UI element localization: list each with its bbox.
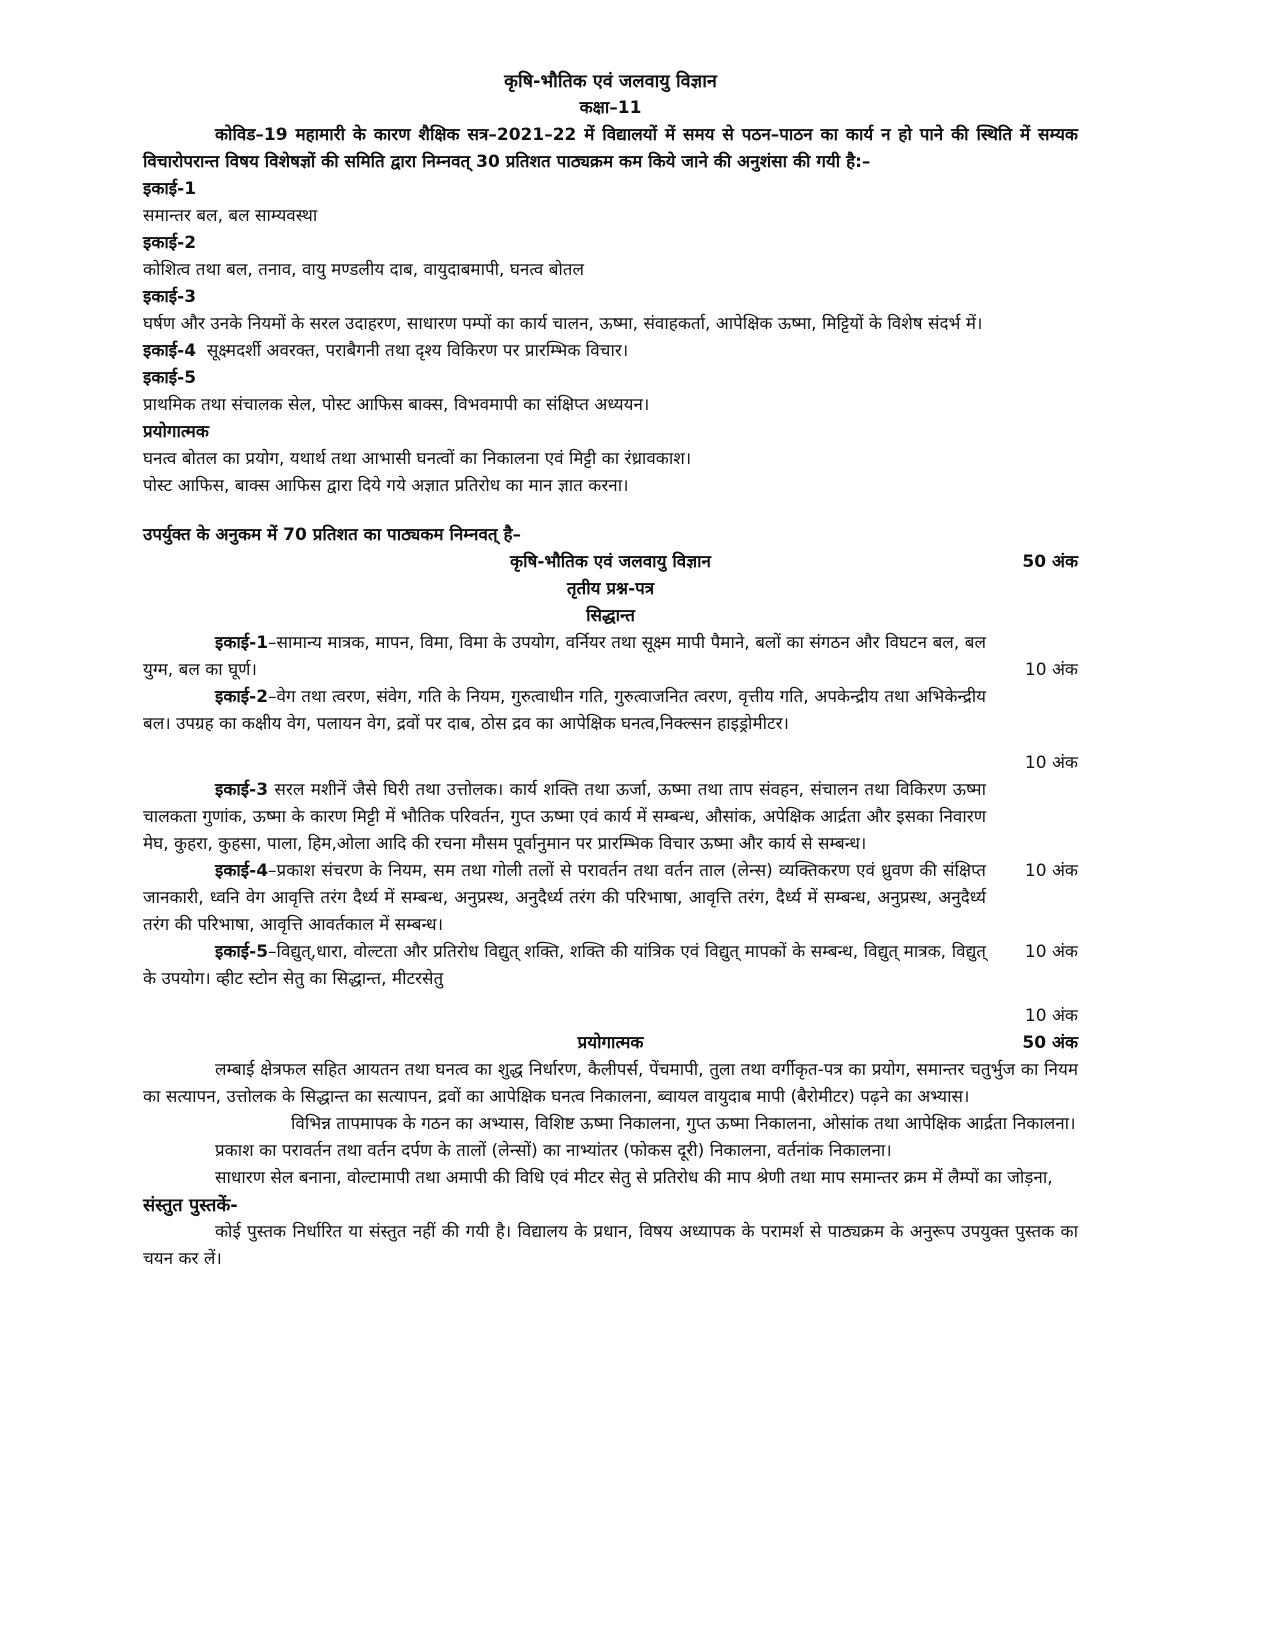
practical-para-2: विभिन्न तापमापक के गठन का अभ्यास, विशिष्ट ऊष्मा निकालना, गुप्त ऊष्मा निकालना, ओसांक तथा आपेक्षिक आर्द्रता निकालना।: [291, 1114, 1076, 1134]
unit-1-marks: 10 अंक: [1024, 660, 1078, 680]
unit-1-paragraph: [143, 630, 986, 684]
paper-subtitle: तृतीय प्रश्न-पत्र: [566, 579, 655, 599]
reduced-unit-2-text: कोशित्व तथा बल, तनाव, वायु मण्डलीय दाब, वायुदाबमापी, घनत्व बोतल: [143, 260, 585, 280]
reduced-unit-4-text: सूक्ष्मदर्शी अवरक्त, पराबैगनी तथा दृश्य विकिरण पर प्रारम्भिक विचार।: [206, 341, 629, 361]
unit-5-marks: 10 अंक: [1024, 942, 1078, 962]
syllabus-intro: उपर्युक्त के अनुकम में 70 प्रतिशत का पाठ्यकम निम्नवत् है–: [143, 525, 522, 545]
reduced-practical-line-1: घनत्व बोतल का प्रयोग, यथार्थ तथा आभासी घनत्वों का निकालना एवं मिट्टी का रंध्रावकाश।: [143, 449, 692, 469]
reduced-unit-2-head: इकाई-2: [143, 233, 197, 253]
unit-3-text: सरल मशीनें जैसे घिरी तथा उत्तोलक। कार्य शक्ति तथा ऊर्जा, ऊष्मा तथा ताप संवहन, संचालन तथा विकिरण ऊष्मा चालकता गुणांक, ऊष्मा के कारण मिट्टी में भौतिक परिवर्तन, गुप्त ऊष्मा एवं कार्य में सम्बन्ध, औसांक, अपेक्षिक आर्द्रता और इसका निवारण मेघ, कुहरा, कुहसा, पाला, हिम,ओला आदि की रचना मौसम पूर्वानुमान पर प्रारम्भिक विचार ऊष्मा और कार्य से सम्बन्ध।: [143, 780, 986, 854]
reduced-unit-5-text: प्राथमिक तथा संचालक सेल, पोस्ट आफिस बाक्स, विभवमापी का संक्षिप्त अध्ययन।: [143, 395, 650, 415]
class-label: कक्षा–11: [579, 98, 642, 118]
unit-4-head: इकाई-4: [215, 861, 269, 881]
unit-5-head: इकाई-5: [215, 942, 269, 962]
unit-3-head: इकाई-3: [215, 780, 269, 800]
unit-1-head: इकाई-1: [215, 633, 269, 653]
reduced-unit-5-head: इकाई-5: [143, 368, 197, 388]
unit-2-paragraph: [143, 684, 986, 738]
books-text: कोई पुस्तक निर्धारित या संस्तुत नहीं की गयी है। विद्यालय के प्रधान, विषय अध्यापक के परामर्श से पाठ्यक्रम के अनुरूप उपयुक्त पुस्तक का चयन कर लें।: [143, 1222, 1078, 1269]
reduced-practical-head: प्रयोगात्मक: [143, 422, 209, 442]
document-page: [143, 68, 1078, 1273]
practical-para-1: लम्बाई क्षेत्रफल सहित आयतन तथा घनत्व का शुद्ध निर्धारण, कैलीपर्स, पेंचमापी, तुला तथा वर्गीकृत-पत्र का प्रयोग, समान्तर चतुर्भुज का नियम का सत्यापन, उत्तोलक के सिद्धान्त का सत्यापन, द्रवों का आपेक्षिक घनत्व निकालना, ब्वायल वायुदाब मापी (बैरोमीटर) पढ़ने का अभ्यास।: [143, 1060, 1078, 1107]
unit-4-marks: 10 अंक: [1024, 861, 1078, 881]
reduced-practical-line-2: पोस्ट आफिस, बाक्स आफिस द्वारा दिये गये अज्ञात प्रतिरोध का मान ज्ञात करना।: [143, 476, 629, 496]
unit-4-row: [143, 858, 1078, 939]
unit-4-paragraph: [143, 858, 986, 939]
practical-marks: 50 अंक: [1022, 1033, 1078, 1053]
unit-5-text: –विद्युत्,धारा, वोल्टता और प्रतिरोध विद्युत् शक्ति, शक्ति की यांत्रिक एवं विद्युत् मापकों के सम्बन्ध, विद्युत् मात्रक, विद्युत् के उपयोग। व्हीट स्टोन सेतु का सिद्धान्त, मीटरसेतु: [143, 942, 986, 989]
reduced-unit-3-head: इकाई-3: [143, 287, 197, 307]
paper-title-row: [143, 549, 1078, 576]
paper-title-marks: 50 अंक: [1022, 552, 1078, 572]
reduced-unit-1-head: इकाई-1: [143, 179, 197, 199]
extra-marks: 10 अंक: [1024, 1006, 1078, 1026]
unit-2-text: –वेग तथा त्वरण, संवेग, गति के नियम, गुरुत्वाधीन गति, गुरुत्वाजनित त्वरण, वृत्तीय गति, अपकेन्द्रीय तथा अभिकेन्द्रीय बल। उपग्रह का कक्षीय वेग, पलायन वेग, द्रवों पर दाब, ठोस द्रव का आपेक्षिक घनत्व,निक्ल्सन हाइड्रोमीटर।: [143, 687, 986, 734]
books-head: संस्तुत पुस्तकें-: [143, 1195, 238, 1216]
reduced-unit-3-text: घर्षण और उनके नियमों के सरल उदाहरण, साधारण पम्पों का कार्य चालन, ऊष्मा, संवाहकर्ता, आपेक्षिक ऊष्मा, मिट्टियों के विशेष संदर्भ में।: [143, 314, 983, 334]
practical-para-3: प्रकाश का परावर्तन तथा वर्तन दर्पण के तालों (लेन्सों) का नाभ्यांतर (फोकस दूरी) निकालना, वर्तनांक निकालना।: [215, 1141, 892, 1161]
reduced-unit-4-head: इकाई-4: [143, 341, 197, 361]
reduced-unit-4: [143, 338, 1078, 365]
unit-2-marks: 10 अंक: [1024, 753, 1078, 773]
theory-section-head: सिद्धान्त: [586, 606, 635, 626]
unit-3-paragraph: [143, 777, 986, 858]
unit-2-row: [143, 684, 1078, 777]
unit-2-head: इकाई-2: [215, 687, 269, 707]
unit-4-text: –प्रकाश संचरण के नियम, सम तथा गोली तलों से परावर्तन तथा वर्तन ताल (लेन्स) व्यक्तिकरण एवं ध्रुवण की संक्षिप्त जानकारी, ध्वनि वेग आवृत्ति तरंग दैर्ध्य में सम्बन्ध, अनुप्रस्थ, अनुदैर्ध्य तरंग की परिभाषा, आवृत्ति तरंग, दैर्ध्य में सम्बन्ध, अनुप्रस्थ, अनुदैर्ध्य तरंग की परिभाषा, आवृत्ति आवर्तकाल में सम्बन्ध।: [143, 861, 986, 935]
document-title: कृषि-भौतिक एवं जलवायु विज्ञान: [504, 71, 717, 92]
practical-head-row: [143, 1030, 1078, 1057]
paper-title: कृषि-भौतिक एवं जलवायु विज्ञान: [510, 552, 711, 572]
practical-head: प्रयोगात्मक: [577, 1033, 644, 1053]
unit-3-row: [143, 777, 1078, 858]
unit-5-paragraph: [143, 939, 986, 993]
unit-5-row: [143, 939, 1078, 993]
unit-1-text: –सामान्य मात्रक, मापन, विमा, विमा के उपयोग, वर्नियर तथा सूक्ष्म मापी पैमाने, बलों का संगठन और विघटन बल, बल युग्म, बल का घूर्ण।: [143, 633, 986, 680]
unit-1-row: [143, 630, 1078, 684]
reduced-unit-1-text: समान्तर बल, बल साम्यवस्था: [143, 206, 318, 226]
intro-paragraph: कोविड–19 महामारी के कारण शैक्षिक सत्र–2021–22 में विद्यालयों में समय से पठन–पाठन का कार्य न हो पाने की स्थिति में सम्यक विचारोपरान्त विषय विशेषज्ञों की समिति द्वारा निम्नवत् 30 प्रतिशत पाठ्यक्रम कम किये जाने की अनुशंसा की गयी है:–: [143, 125, 1078, 172]
practical-para-4: साधारण सेल बनाना, वोल्टामापी तथा अमापी की विधि एवं मीटर सेतु से प्रतिरोध की माप श्रेणी तथा माप समान्तर क्रम में लैम्पों का जोड़ना,: [215, 1168, 1053, 1188]
